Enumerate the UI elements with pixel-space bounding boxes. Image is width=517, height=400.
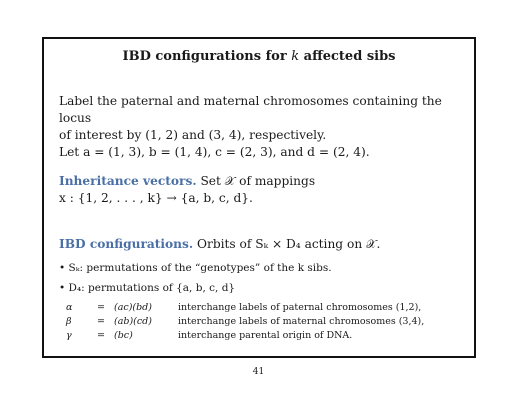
bullet-sk: • Sₖ: permutations of the “genotypes” of the k sibs. bbox=[59, 262, 332, 274]
ibd-text: Orbits of Sₖ × D₄ acting on 𝒳. bbox=[193, 237, 381, 251]
bullet-d4: • D₄: permutations of {a, b, c, d} bbox=[59, 282, 236, 294]
perm-cycle: (ab)(cd) bbox=[114, 316, 152, 327]
inheritance-mapping: x : {1, 2, . . . , k} → {a, b, c, d}. bbox=[59, 191, 253, 205]
page-number: 41 bbox=[252, 367, 265, 377]
permutation-table bbox=[66, 302, 424, 344]
perm-row-alpha bbox=[66, 302, 424, 316]
perm-symbol: α bbox=[66, 302, 73, 313]
perm-row-beta bbox=[66, 316, 424, 330]
inheritance-section bbox=[59, 173, 315, 207]
intro-line-3: Let a = (1, 3), b = (1, 4), c = (2, 3), and d = (2, 4). bbox=[59, 145, 370, 159]
perm-equals: = bbox=[97, 302, 105, 313]
ibd-section bbox=[59, 236, 380, 253]
perm-description: interchange labels of paternal chromosomes (1,2), bbox=[178, 302, 422, 313]
intro-line-1: Label the paternal and maternal chromosomes containing the locus bbox=[59, 94, 442, 125]
intro-paragraph bbox=[59, 93, 474, 161]
inheritance-heading: Inheritance vectors. bbox=[59, 174, 197, 188]
title-suffix: affected sibs bbox=[299, 49, 396, 64]
perm-description: interchange labels of maternal chromosomes (3,4), bbox=[178, 316, 425, 327]
perm-symbol: β bbox=[66, 316, 72, 327]
intro-line-2: of interest by (1, 2) and (3, 4), respectively. bbox=[59, 128, 327, 142]
perm-equals: = bbox=[97, 316, 105, 327]
perm-cycle: (ac)(bd) bbox=[114, 302, 152, 313]
title-prefix: IBD configurations for bbox=[122, 49, 292, 64]
title-k: k bbox=[291, 49, 300, 64]
perm-description: interchange parental origin of DNA. bbox=[178, 330, 353, 341]
perm-symbol: γ bbox=[66, 330, 72, 341]
ibd-heading: IBD configurations. bbox=[59, 237, 194, 251]
inheritance-text: Set 𝒳 of mappings bbox=[196, 174, 316, 188]
slide-title bbox=[44, 49, 474, 64]
slide-frame bbox=[42, 37, 476, 358]
perm-equals: = bbox=[97, 330, 105, 341]
perm-cycle: (bc) bbox=[114, 330, 133, 341]
perm-row-gamma bbox=[66, 330, 424, 344]
